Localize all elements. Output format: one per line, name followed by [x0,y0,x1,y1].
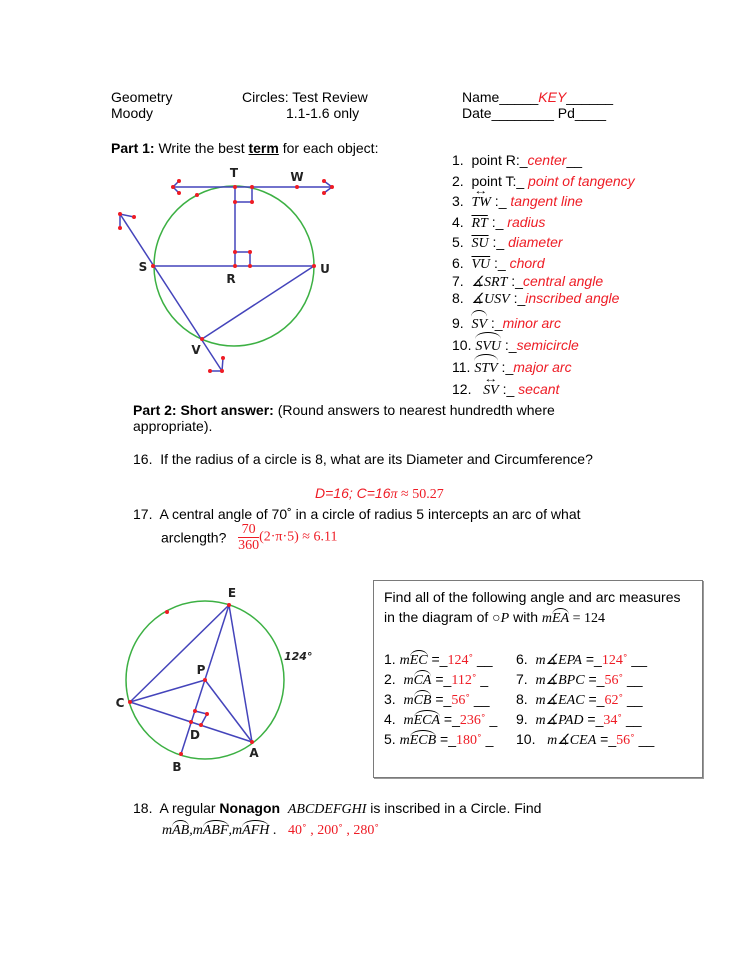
answer-18: 40˚ , 200˚ , 280˚ [288,823,380,838]
equals: =_ [596,731,617,747]
arc-symbol: SVU [475,335,501,359]
angle-symbol: ∡SRT [471,275,508,290]
measure-symbol: m [399,733,410,748]
item-tail: __ [470,691,490,707]
box-right-item [516,651,647,669]
box-intro-line2 [384,609,605,627]
arc-symbol: EA [552,611,570,626]
part1-label: Part 1: [111,140,155,156]
box-left-item [384,651,493,669]
item-number: 8. [516,691,528,707]
item-number: 4. [384,711,396,727]
item-tail: __ [566,152,583,168]
line-symbol: ↔ SV [483,379,499,403]
arc-symbol: SV [471,313,487,337]
name-value: KEY [538,89,567,105]
answer-text: D=16; C=16 [315,485,391,501]
question-text-b: is inscribed in a Circle. Find [366,800,542,816]
item-tail: _ [481,731,494,747]
question-number: 16. [133,451,153,467]
arc-symbol: CA [413,673,432,688]
box-left-item [384,691,489,709]
item-prefix: :_ [488,234,509,250]
box-left-item [384,671,488,689]
label-A: A [249,746,259,760]
question-text: If the radius of a circle is 8, what are its Diameter and Circumference? [160,451,593,467]
angle-symbol: m∡EPA [535,653,582,668]
answer-value: ≈ 50.27 [397,487,444,502]
measure-symbol: ,m [189,823,203,838]
given-value: = 124 [569,611,606,626]
item-answer: 112˚ [451,673,477,688]
label-B: B [172,760,182,774]
box-right-item [516,671,643,689]
label-R: R [226,272,236,286]
box-right-item [516,731,654,749]
item-number: 7. [452,273,464,289]
question-text: arclength? [161,529,227,546]
measure-symbol: m [403,693,414,708]
label-E: E [227,586,237,600]
item-number: 1. [452,152,464,168]
line-symbol: ↔ TW [471,193,490,214]
item-answer: 236˚ [459,713,486,728]
item-prefix: point R:_ [471,152,528,168]
part1-text: Write the best [154,140,249,156]
fraction-denominator: 360 [238,538,260,553]
angle-symbol: ∡USV [471,292,510,307]
list-item [452,191,635,212]
item-tail: _ [485,711,498,727]
arc-symbol: ECA [413,713,441,728]
angle-symbol: m∡BPC [535,673,585,688]
label-W: W [290,170,304,184]
item-number: 2. [384,671,396,687]
item-answer: central angle [522,273,604,289]
part2-text: (Round answers to nearest hundredth where [273,402,555,418]
item-number: 9. [516,711,528,727]
item-answer: radius [507,213,546,230]
label-T: T [229,166,239,180]
circle-diagram-1 [100,155,350,385]
item-answer: 124˚ [601,653,628,668]
list-item [452,232,635,253]
question-number: 17. [133,506,153,522]
item-answer: 56˚ [604,673,624,688]
segment-symbol: $\overline{SU}$ [471,236,489,251]
answer-16 [315,485,444,503]
item-number: 3. [452,193,464,209]
item-tail: __ [473,651,493,667]
arc-symbol: EC [409,653,428,668]
box-left-item [384,731,493,749]
item-answer: 62˚ [604,693,624,708]
box-left-item [384,711,497,729]
part1-heading [111,140,378,156]
item-answer: diameter [508,234,563,250]
item-number: 10. [516,731,536,747]
item-answer: semicircle [516,337,579,353]
item-prefix: :_ [497,359,514,375]
arc-symbol: AB [172,823,190,838]
list-item [452,333,635,355]
part1-term: term [248,140,279,156]
item-prefix: :_ [498,381,519,397]
list-item [452,253,635,274]
question-bold: Nonagon [219,800,281,816]
item-tail: __ [623,691,643,707]
item-number: 4. [452,213,464,230]
item-number: 2. [452,172,464,189]
item-number: 5. [384,731,396,747]
arc-symbol: CB [413,693,432,708]
item-answer: major arc [513,359,572,375]
box-right-item [516,711,642,729]
item-number: 5. [452,234,464,250]
item-tail: __ [627,651,647,667]
question-16 [133,451,593,467]
question-18 [133,800,541,818]
item-prefix: :_ [490,193,511,209]
question-text: A central angle of 70˚ in a circle of radius 5 intercepts an arc of what [159,506,581,522]
item-tail: _ [476,671,489,687]
item-number: 11. [452,359,471,375]
part2-heading-cont: appropriate). [133,418,213,434]
item-prefix: point T:_ [471,172,529,189]
measures-box [373,580,703,778]
name-tail: ______ [566,89,614,105]
measure-symbol: m [403,713,414,728]
item-number: 10. [452,337,472,353]
item-answer: 124˚ [447,653,474,668]
box-intro-line1: Find all of the following angle and arc measures [384,589,681,605]
fraction-numerator: 70 [238,522,259,538]
item-answer: center [527,152,567,168]
measure-symbol: m [399,653,410,668]
box-right-item [516,691,643,709]
intro-text: in the diagram of [384,609,493,625]
question-text: A regular [159,800,220,816]
document-title: Circles: Test Review [242,89,368,105]
item-number: 12. [452,381,472,397]
item-answer: inscribed angle [525,290,620,306]
item-number: 3. [384,691,396,707]
item-tail: __ [622,711,642,727]
list-item [452,290,635,311]
list-item [452,311,635,333]
item-answer: minor arc [502,315,561,331]
equals: =_ [584,691,605,707]
list-item [452,273,635,290]
label-D: D [190,728,200,742]
equals: =_ [581,651,602,667]
item-prefix: :_ [487,315,503,331]
equals: =_ [427,651,448,667]
equals: =_ [436,731,457,747]
part1-text-b: for each object: [278,140,379,156]
part1-answer-list [452,150,635,399]
circle-name: P [500,611,510,626]
item-answer: point of tangency [528,172,635,189]
angle-symbol: m∡CEA [547,733,597,748]
item-answer: secant [518,381,560,397]
circle-symbol: ○ [492,609,501,625]
segment-symbol: $\overline{RT}$ [471,215,488,231]
label-C: C [115,696,125,710]
equals: =_ [431,691,452,707]
item-number: 7. [516,671,528,687]
item-prefix: :_ [487,213,508,230]
arc-symbol: ECB [409,733,437,748]
item-number: 8. [452,290,464,306]
item-tail: __ [634,731,655,747]
question-18-cont [162,821,379,839]
teacher-label: Moody [111,105,154,121]
item-answer: tangent line [510,193,583,209]
item-number: 6. [516,651,528,667]
angle-symbol: m∡EAC [535,693,585,708]
item-prefix: :_ [507,273,523,289]
label-U: U [320,262,330,276]
equals: =_ [583,711,604,727]
list-item [452,212,635,233]
item-answer: 56˚ [616,733,635,748]
document-subtitle: 1.1-1.6 only [286,105,360,121]
arc-symbol: AFH [242,823,270,838]
item-answer: chord [509,254,545,271]
item-answer: 34˚ [603,713,623,728]
question-number: 18. [133,800,153,816]
item-answer: 56˚ [451,693,471,708]
pi-symbol: π [390,487,398,502]
measure-symbol: m [162,823,173,838]
intro-text-b: with [509,609,542,625]
measure-symbol: ,m [228,823,243,838]
question-17 [133,506,581,522]
measure-symbol: m [541,611,553,626]
label-V: V [191,343,201,357]
part2-label: Part 2: Short answer: [133,402,274,418]
item-prefix: :_ [509,290,526,306]
arc-measure-label: 124° [284,650,313,663]
measure-symbol: m [403,673,414,688]
item-prefix: :_ [490,254,510,271]
equals: =_ [584,671,605,687]
list-item [452,150,635,171]
answer-expression: (2·π·5) ≈ 6.11 [259,529,338,545]
arc-symbol: STV [474,357,497,381]
item-answer: 180˚ [456,733,482,748]
item-number: 9. [452,315,464,331]
item-prefix: :_ [501,337,517,353]
label-S: S [138,260,148,274]
date-period-field: Date________ Pd____ [462,105,607,121]
angle-symbol: m∡PAD [535,713,584,728]
period: . [269,823,277,838]
list-item [452,377,635,399]
question-17-cont [161,522,337,553]
course-label: Geometry [111,89,173,105]
item-number: 1. [384,651,396,667]
item-number: 6. [452,254,464,271]
circle-diagram-2 [100,580,350,780]
equals: =_ [440,711,460,727]
polygon-name: ABCDEFGHI [287,802,367,817]
arc-symbol: ABF [202,823,229,838]
name-field [462,89,613,105]
label-P: P [196,663,206,677]
equals: =_ [431,671,452,687]
segment-symbol: $\overline{VU}$ [471,256,491,272]
answer-fraction [238,522,259,553]
part2-heading [133,402,555,418]
name-label: Name_____ [462,89,539,105]
item-tail: __ [623,671,643,687]
